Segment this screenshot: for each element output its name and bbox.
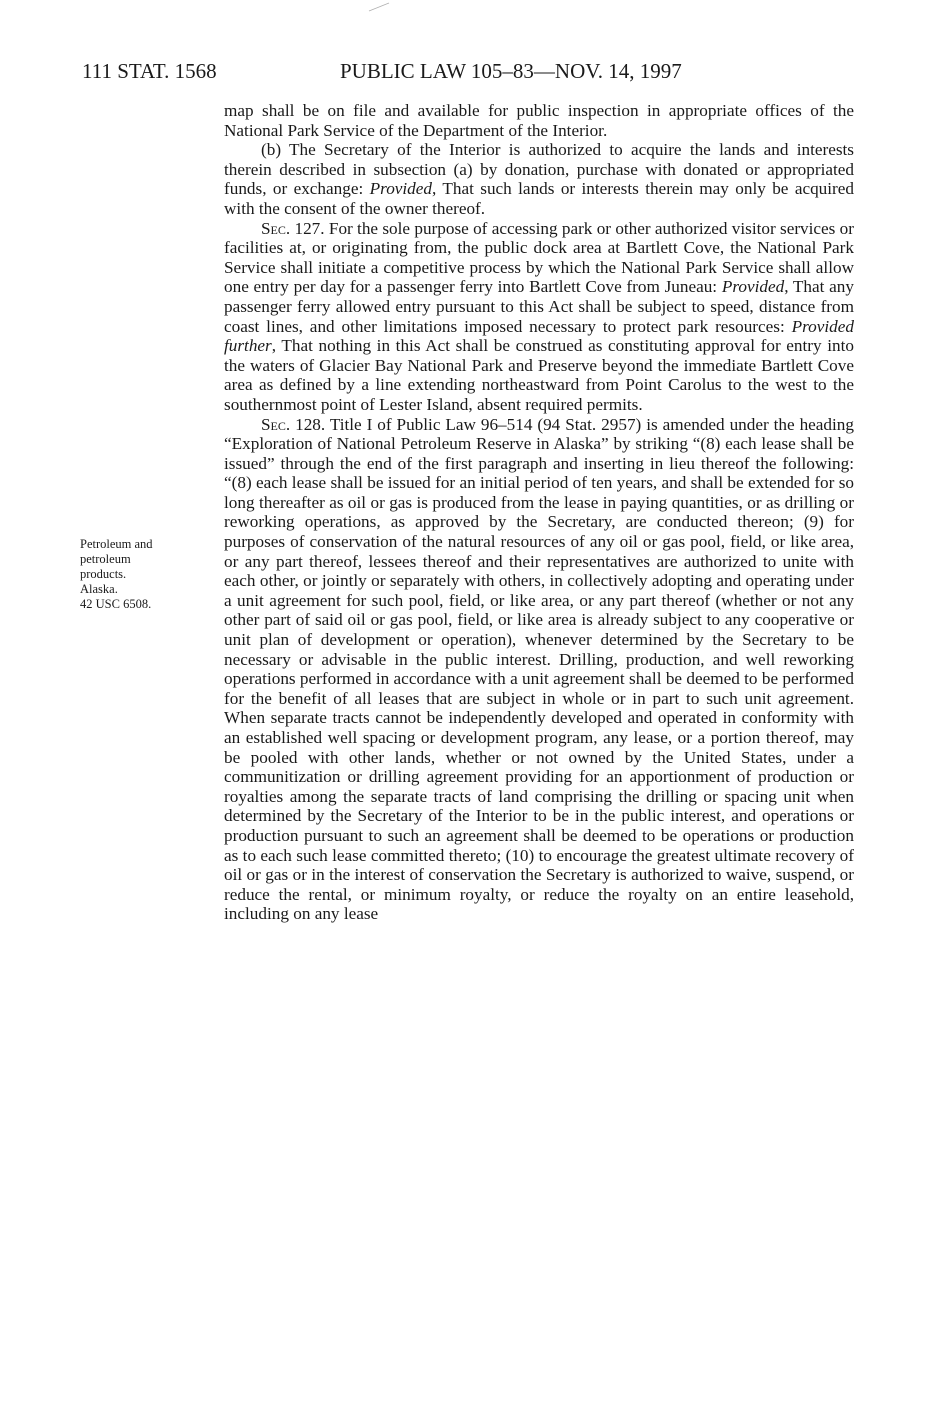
paragraph-map-availability: map shall be on file and available for public inspection in appropriate offices of the National Park Service of the Department of the Interior. <box>224 101 854 140</box>
section-label: Sec. 127. <box>261 218 325 238</box>
text-run: , That such lands or interests therein may only be acquired with the consent of the owner thereof. <box>224 179 854 218</box>
margin-note-line: Alaska. <box>80 582 118 596</box>
public-law-title: PUBLIC LAW 105–83—NOV. 14, 1997 <box>340 59 682 83</box>
statute-page-number: 111 STAT. 1568 <box>82 59 217 83</box>
margin-note-line: 42 USC 6508. <box>80 597 152 611</box>
text-run: Title I of Public Law 96–514 (94 Stat. 2957) is amended under the heading “Exploration of National Petroleum Reserve in Alaska” by striking “(8) each lease shall be issued” through the end of the first paragraph and inserting in lieu thereof the following: “(8) each lease shall be issued for an initial period of ten years, and shall be extended for so long thereafter as oil or gas is produced from the lease in paying quantities, or as drilling or reworking operations, as approved by the Secretary, are conducted thereon; (9) for purposes of conservation of the natural resources of any oil or gas pool, field, or like area, or any part thereof, lessees thereof and their representatives are authorized to unite with each other, or jointly or separately with others, in collectively adopting and operating under a unit agreement for such pool, field, or like area, or any part thereof (whether or not any other part of said oil or gas pool, field, or like area is already subject to any cooperative or unit plan of development or operation), whenever determined by the Secretary to be necessary or advisable in the public interest. Drilling, production, and well reworking operations performed in accordance with a unit agreement shall be deemed to be performed for the benefit of all leases that are subject in whole or in part to such unit agreement. When separate tracts cannot be independently developed and operated in conformity with an established well spacing or development program, any lease, or a portion thereof, may be pooled with other lands, whether or not owned by the United States, under a communitization or drilling agreement providing for an apportionment of production or royalties among the separate tracts of land comprising the drilling or spacing unit when determined by the Secretary of the Interior to be in the public interest, and operations or production pursuant to such an agreement shall be deemed to be operations or production as to each such lease committed thereto; (10) to encourage the greatest ultimate recovery of oil or gas or in the interest of conservation the Secretary is authorized to waive, suspend, or reduce the rental, or minimum royalty, or reduce the royalty on an entire leasehold, including on any lease <box>224 414 854 924</box>
paragraph-section-127 <box>224 219 854 415</box>
text-run: For the sole purpose of accessing park or other authorized visitor services or facilities at, or originating from, the public dock area at Bartlett Cove, the National Park Service shall initiate a competitive process by which the National Park Service shall allow one entry per day for a passenger ferry into Bartlett Cove from Juneau: <box>224 218 854 297</box>
scan-mark-decoration <box>368 2 390 12</box>
text-run: , That any passenger ferry allowed entry pursuant to this Act shall be subject to speed, distance from coast lines, and other limitations imposed necessary to protect park resources: <box>224 277 854 336</box>
text-run: , That nothing in this Act shall be construed as constituting approval for entry into the waters of Glacier Bay National Park and Preserve beyond the immediate Bartlett Cove area as defined by a line extending northeastward from Point Carolus to the west to the southernmost point of Lester Island, absent required permits. <box>224 336 854 414</box>
paragraph-section-128 <box>224 415 854 924</box>
document-body <box>224 101 854 924</box>
margin-note-line: Petroleum and <box>80 537 153 551</box>
margin-note <box>80 537 220 612</box>
section-label: Sec. 128. <box>261 414 326 434</box>
paragraph-subsection-b <box>224 140 854 218</box>
proviso-italic: Provided <box>369 179 433 199</box>
text-run: (b) The Secretary of the Interior is authorized to acquire the lands and interests therein described in subsection (a) by donation, purchase with donated or appropriated funds, or exchange: <box>224 140 854 199</box>
proviso-italic: Provided <box>721 277 785 297</box>
page-header <box>82 56 902 86</box>
margin-note-line: petroleum <box>80 552 131 566</box>
margin-note-line: products. <box>80 567 127 581</box>
proviso-italic: Provided further <box>224 316 854 356</box>
